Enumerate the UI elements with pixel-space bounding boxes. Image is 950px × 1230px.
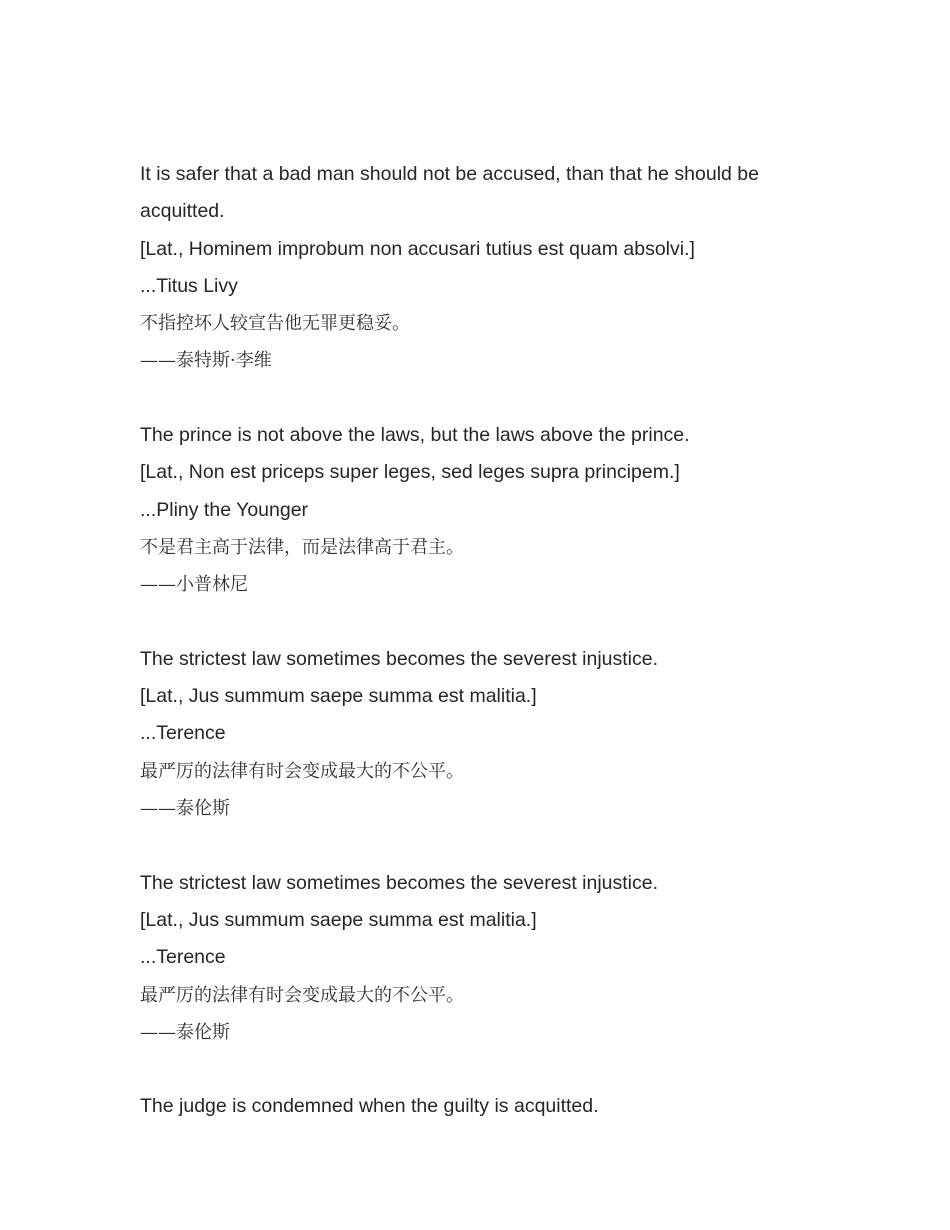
paragraph-gap bbox=[140, 1051, 830, 1088]
quote-entry-5 bbox=[140, 1088, 830, 1125]
paragraph-gap bbox=[140, 380, 830, 417]
paragraph-gap bbox=[140, 604, 830, 641]
quote-chinese-author: ——泰特斯·李维 bbox=[140, 350, 272, 372]
quote-entry-2 bbox=[140, 417, 830, 603]
quote-chinese: 不是君主高于法律，而是法律高于君主。 bbox=[140, 536, 464, 558]
quote-latin: [Lat., Non est priceps super leges, sed leges supra principem.] bbox=[140, 461, 680, 484]
quote-author: ...Terence bbox=[140, 946, 226, 969]
quote-english: The strictest law sometimes becomes the severest injustice. bbox=[140, 647, 659, 670]
quote-author: ...Pliny the Younger bbox=[140, 498, 309, 521]
quote-chinese: 最严厉的法律有时会变成最大的不公平。 bbox=[140, 984, 464, 1006]
quote-latin: [Lat., Hominem improbum non accusari tutius est quam absolvi.] bbox=[140, 237, 695, 260]
quotes-body bbox=[140, 156, 830, 1126]
quote-english: The judge is condemned when the guilty is acquitted. bbox=[140, 1095, 599, 1118]
quote-latin: [Lat., Jus summum saepe summa est malitia.] bbox=[140, 908, 537, 931]
quote-chinese-author: ——泰伦斯 bbox=[140, 1021, 230, 1043]
quote-author: ...Titus Livy bbox=[140, 274, 238, 297]
paragraph-gap bbox=[140, 827, 830, 864]
quote-chinese-author: ——小普林尼 bbox=[140, 574, 248, 596]
quote-english: The prince is not above the laws, but the laws above the prince. bbox=[140, 424, 690, 447]
quote-chinese-author: ——泰伦斯 bbox=[140, 798, 230, 820]
quote-entry-4 bbox=[140, 865, 830, 1051]
quote-entry-1 bbox=[140, 156, 830, 380]
quote-latin: [Lat., Jus summum saepe summa est malitia.] bbox=[140, 685, 537, 708]
quote-english: It is safer that a bad man should not be accused, than that he should be acquitted. bbox=[140, 163, 760, 223]
quote-chinese: 最严厉的法律有时会变成最大的不公平。 bbox=[140, 760, 464, 782]
quote-english: The strictest law sometimes becomes the severest injustice. bbox=[140, 871, 659, 894]
quote-entry-3 bbox=[140, 641, 830, 827]
quote-chinese: 不指控坏人较宣告他无罪更稳妥。 bbox=[140, 313, 410, 335]
quote-author: ...Terence bbox=[140, 722, 226, 745]
